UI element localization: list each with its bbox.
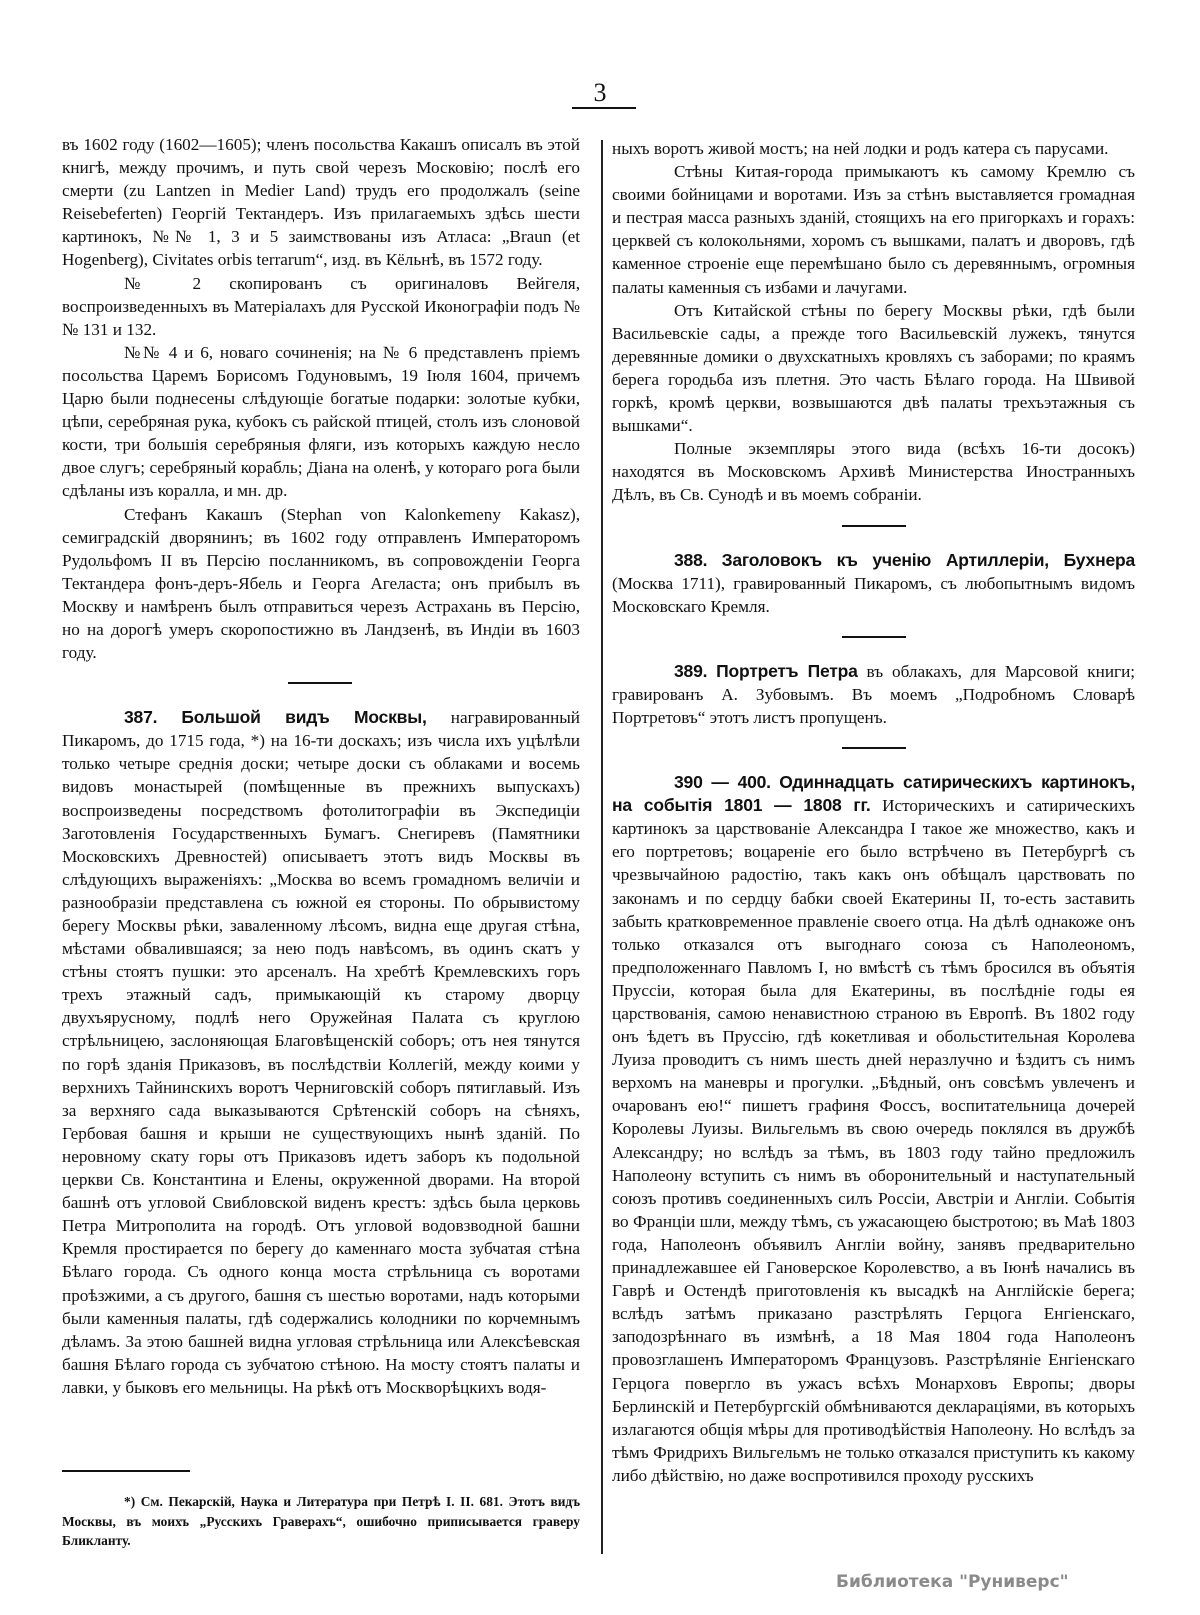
right-column: [612, 137, 1135, 1487]
entry-number: 387.: [124, 707, 158, 728]
entry-body: награвированный Пикаромъ, до 1715 года, *) на 16-ти доскахъ; изъ числа ихъ уцѣлѣли только четыре среднія доски; четыре доски съ облаками и восемь видовъ монастырей (помѣщенные въ прежнихъ выпускахъ) воспроизведены посредствомъ фотолитографіи въ Экспедиціи Заготовленія Государственныхъ Бумагъ. Снегиревъ (Памятники Московскихъ Древностей) описываетъ этотъ видъ Москвы въ слѣдующихъ выраженіяхъ: „Москва во всемъ громадномъ величіи и разнообразіи представлена съ южной ея стороны. По обрывистому берегу Москвы рѣки, заваленному лѣсомъ, видна еще другая стѣна, мѣстами обвалившаяся; за нею подъ навѣсомъ, въ одинъ скатъ у стѣны стоятъ пушки: это арсеналъ. На хребтѣ Кремлевскихъ горъ трехъ этажный садъ, примыкающій къ старому дворцу двухъярусному, подлѣ него Оружейная Палата съ круглою стрѣльницею, заслоняющая Благовѣщенскій соборъ; отъ нея тянутся по горѣ зданія Приказовъ, въ послѣдствіи Коллегій, между коими у верхнихъ Тайнинскихъ воротъ Черниговскій соборъ пятиглавый. Изъ за верхняго сада выказываются Срѣтенскій соборъ на сѣняхъ, Гербовая башня и крыши не существующихъ нынѣ зданій. По неровному скату горы отъ Приказовъ идетъ заборъ къ подольной церкви Св. Константина и Елены, окруженной дворами. На второй башнѣ отъ угловой Свибловской виденъ крестъ: здѣсь была церковь Петра Митрополита на городѣ. Отъ угловой водовзводной башни Кремля простирается по берегу до каменнаго моста зубчатая стѣна Бѣлаго города. Съ одного конца моста стрѣльница съ воротами проѣзжими, а съ другого, башня съ шестью воротами, надъ которыми были каменныя палаты, гдѣ содержались колодники по корчемнымъ дѣламъ. За этою башней видна угловая стрѣльница или Алексѣевская башня Бѣлаго города съ зубчатою стѣною. На мосту стоятъ палаты и лавки, у быковъ его мельницы. На рѣкѣ отъ Москворѣцкихъ водя-: [62, 708, 581, 1397]
entry-390-400: [612, 771, 1135, 1487]
entry-body: Историческихъ и сатирическихъ картинокъ за царствованіе Александра I такое же множество, какъ и его портретовъ; воцареніе его было встрѣчено въ Петербургѣ съ чрезвычайною радостію, такъ какъ онъ обѣщалъ царствовать по законамъ и по сердцу бабки своей Екатерины II, то-есть заставить забыть кратковременное правленіе своего отца. На дѣлѣ однакоже онъ только отказался отъ выгоднаго союза съ Наполеономъ, предположеннаго Павломъ I, но вмѣстѣ съ тѣмъ бросился въ объятія Пруссіи, которая была для Екатерины, въ послѣдніе годы ея царствованія, самою ненавистною страною въ Европѣ. Въ 1802 году онъ ѣдетъ въ Пруссію, гдѣ кокетливая и обольстительная Королева Луиза проводитъ съ нимъ шесть дней неразлучно и ѣздитъ съ нимъ верхомъ на маневры и прогулки. „Бѣдный, онъ совсѣмъ увлеченъ и очарованъ ею!“ пишетъ графиня Фоссъ, воспитательница дочерей Королевы Луизы. Вильгельмъ въ свою очередь поклялся въ дружбѣ Александру; но вслѣдъ за тѣмъ, въ 1803 году тайно предложилъ Наполеону вступить съ нимъ въ оборонительный и наступательный союзъ противъ соединенныхъ силъ Россіи, Австріи и Англіи. Событія во Франціи шли, между тѣмъ, съ ужасающею быстротою; въ Маѣ 1803 года, Наполеонъ объявилъ Англіи войну, занявъ предварительно принадлежавшее ей Гановерское Королевство, а въ Іюнѣ начались въ Гаврѣ и Остендѣ приготовленія къ высадкѣ на Англійскіе берега; вслѣдъ затѣмъ приказано разстрѣлять Герцога Енгіенскаго, заподозрѣннаго въ измѣнѣ, а 18 Мая 1804 года Наполеонъ провозглашенъ Императоромъ Французовъ. Разстрѣляніе Енгіенскаго Герцога повергло въ ужасъ всѣхъ Монарховъ Европы; дворы Берлинскій и Петербургскій обмѣниваются деклараціями, въ которыхъ излагаются общія мѣры для противодѣйствія Наполеону. Но вслѣдъ за тѣмъ Фридрихъ Вильгельмъ не только отказался приступить къ какому либо дѣйствію, но даже воспротивился проходу русскихъ: [612, 796, 1135, 1485]
paragraph-continuation: ныхъ воротъ живой мостъ; на ней лодки и родъ катера съ парусами.: [612, 139, 1109, 158]
entry-body: въ облакахъ, для Марсовой книги; гравированъ А. Зубовымъ. Въ моемъ „Подробномъ Словарѣ Портретовъ“ этотъ листъ пропущенъ.: [612, 661, 1136, 727]
section-separator: [288, 682, 352, 684]
library-watermark: Библиотека "Руниверс": [836, 1572, 1069, 1592]
paragraph: Отъ Китайской стѣны по берегу Москвы рѣки, гдѣ были Васильевскіе сады, а прежде того Васильевскій лужекъ, тянутся деревянные домики о двухскатныхъ кровляхъ съ заборами; по краямъ берега городьба изъ плетня. Это часть Бѣлаго города. На Швивой горкѣ, кромѣ церкви, возвышаются двѣ палаты трехъэтажныя съ вышками“.: [612, 300, 1135, 436]
footnote-text: *) См. Пекарскій, Наука и Литература при Петрѣ I. II. 681. Этотъ видъ Москвы, въ моихъ „Русскихъ Граверахъ“, ошибочно приписывается граверу Бликланту.: [62, 1494, 580, 1548]
column-divider: [601, 140, 603, 1554]
entry-389: [612, 660, 1135, 729]
entry-body: (Москва 1711), гравированный Пикаромъ, съ любопытнымъ видомъ Московскаго Кремля.: [612, 573, 1135, 616]
entry-388: [612, 549, 1135, 618]
page-number-rule: [572, 107, 636, 109]
page-number: 3: [593, 78, 607, 107]
section-separator: [842, 747, 906, 749]
footnote-rule: [62, 1470, 190, 1472]
entry-title: Одиннадцать сатирическихъ картинокъ, на событія 1801 — 1808 гг.: [612, 772, 1135, 816]
paragraph: Стѣны Китая-города примыкаютъ къ самому Кремлю съ своими бойницами и воротами. Изъ за стѣнъ выставляется громадная и пестрая масса разныхъ зданій, стоящихъ на его пригоркахъ и горахъ: церквей съ колокольнями, хоромъ съ вышками, палатъ и дворовъ, гдѣ каменное строеніе еще перемѣшано было съ деревяннымъ, огромныя палаты каменныя съ избами и лачугами.: [612, 162, 1135, 297]
entry-title: Заголовокъ къ ученію Артиллеріи, Бухнера: [721, 549, 1135, 570]
entry-title: Большой видъ Москвы,: [181, 707, 427, 728]
left-column: [62, 133, 580, 1399]
entry-number: 390 — 400.: [674, 772, 771, 793]
entry-number: 388.: [674, 549, 708, 570]
paragraph: Полные экземпляры этого вида (всѣхъ 16-ти досокъ) находятся въ Московскомъ Архивѣ Министерства Иностранныхъ Дѣлъ, въ Св. Сунодѣ и въ моемъ собраніи.: [612, 439, 1135, 505]
entry-number: 389.: [674, 660, 708, 681]
paragraph: №№ 4 и 6, новаго сочиненія; на № 6 представленъ пріемъ посольства Царемъ Борисомъ Годуновымъ, 19 Іюля 1604, причемъ Царю были поднесены слѣдующіе богатые подарки: золотые кубки, цѣпи, серебряная рука, кубокъ съ райской птицей, столъ изъ слоновой кости, три большія серебряныя фляги, изъ которыхъ каждую несло двое слугъ; серебряный корабль; Діана на оленѣ, у котораго рога были сдѣланы изъ коралла, и мн. др.: [62, 342, 580, 501]
section-separator: [842, 636, 906, 638]
entry-title: Портретъ Петра: [716, 660, 858, 681]
entry-387: [62, 706, 580, 1399]
section-separator: [842, 525, 906, 527]
paragraph-continuation: въ 1602 году (1602—1605); членъ посольства Какашъ описалъ въ этой книгѣ, между прочимъ, и путь свой черезъ Московію; послѣ его смерти (zu Lantzen in Medier Land) трудъ его продолжалъ (seine Reisebeferten) Георгій Тектандеръ. Изъ прилагаемыхъ здѣсь шести картинокъ, №№ 1, 3 и 5 заимствованы изъ Атласа: „Braun (et Hogenberg), Civitates orbis terrarum“, изд. въ Кёльнѣ, въ 1572 году.: [62, 135, 580, 270]
paragraph: № 2 скопированъ съ оригиналовъ Вейгеля, воспроизведенныхъ въ Матеріалахъ для Русской Иконографіи подъ №№ 131 и 132.: [62, 273, 580, 339]
footnote: [62, 1492, 580, 1551]
paragraph: Стефанъ Какашъ (Stephan von Kalonkemeny Kakasz), семиградскій дворянинъ; въ 1602 году отправленъ Императоромъ Рудольфомъ II въ Персію посланникомъ, въ сопровожденіи Георга Тектандера фонъ-деръ-Ябель и Георга Агеласта; онъ прибылъ въ Москву и намѣренъ былъ отправиться черезъ Астрахань въ Персію, но на дорогѣ умеръ скоропостижно въ Ландзенѣ, въ Индіи въ 1603 году.: [62, 504, 580, 663]
